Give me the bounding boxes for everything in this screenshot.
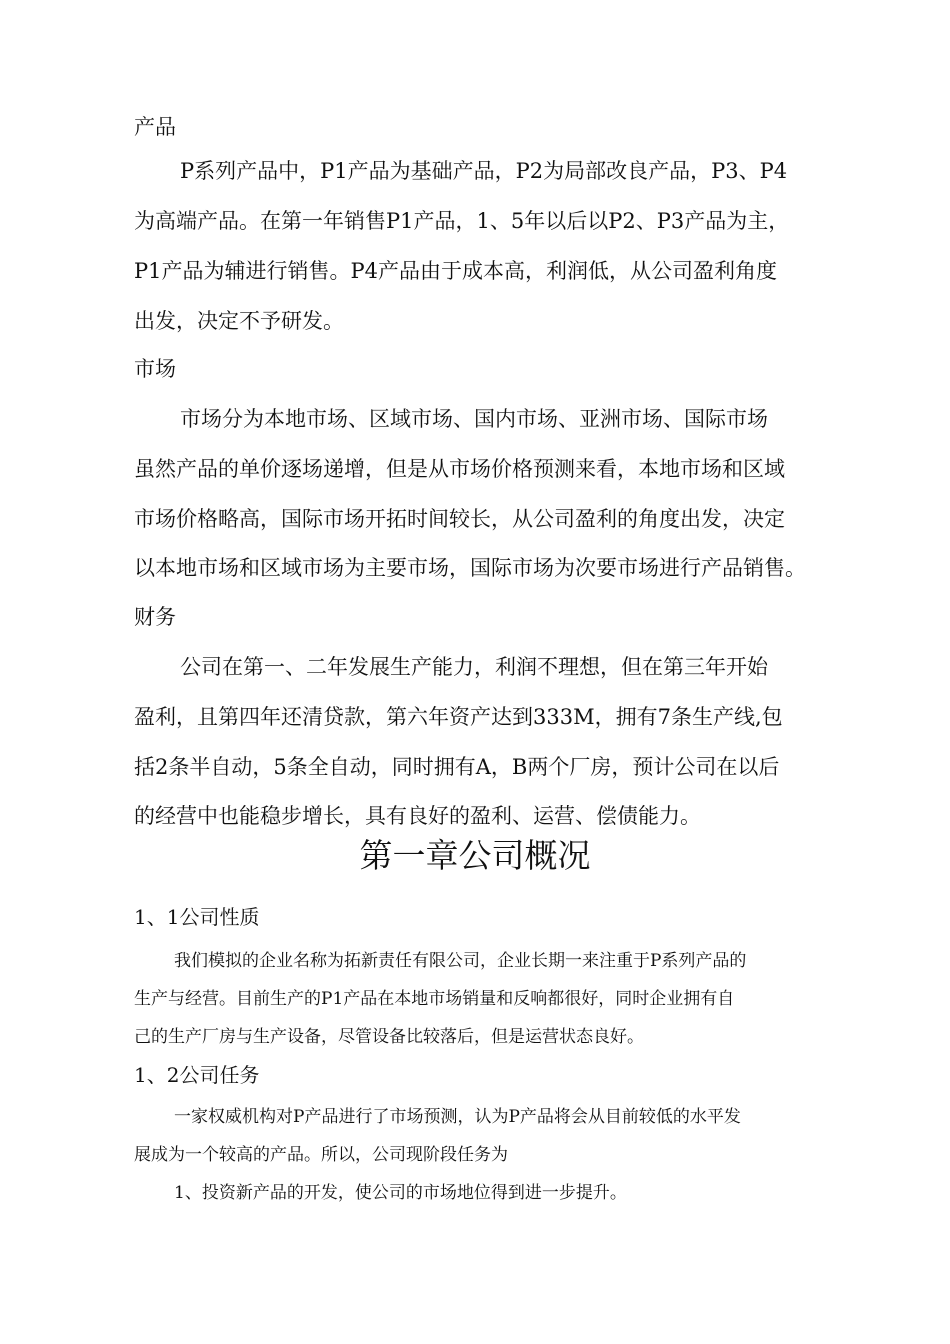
paragraph-line: 己的生产厂房与生产设备，尽管设备比较落后，但是运营状态良好。 <box>134 1027 644 1047</box>
section-heading-market: 市场 <box>134 357 176 381</box>
paragraph-line: 市场分为本地市场、区域市场、国内市场、亚洲市场、国际市场 <box>180 407 768 431</box>
paragraph-line: 的经营中也能稳步增长，具有良好的盈利、运营、偿债能力。 <box>134 804 701 828</box>
paragraph-line: 以本地市场和区域市场为主要市场，国际市场为次要市场进行产品销售。 <box>134 556 806 580</box>
paragraph-line: 1、投资新产品的开发，使公司的市场地位得到进一步提升。 <box>174 1183 627 1203</box>
paragraph-line: 虽然产品的单价逐场递增，但是从市场价格预测来看，本地市场和区域 <box>134 457 785 481</box>
section-heading-finance: 财务 <box>134 605 176 629</box>
paragraph-line: 盈利，且第四年还清贷款，第六年资产达到333M，拥有7条生产线,包 <box>134 705 783 729</box>
subsection-heading-nature: 1、1公司性质 <box>134 905 260 929</box>
section-heading-product: 产品 <box>134 115 176 139</box>
paragraph-line: P1产品为辅进行销售。P4产品由于成本高，利润低，从公司盈利角度 <box>134 259 777 283</box>
paragraph-line: 括2条半自动，5条全自动，同时拥有A，B两个厂房，预计公司在以后 <box>134 755 780 779</box>
paragraph-line: 为高端产品。在第一年销售P1产品，1、5年以后以P2、P3产品为主， <box>134 209 790 233</box>
paragraph-line: 我们模拟的企业名称为拓新责任有限公司，企业长期一来注重于P系列产品的 <box>174 951 747 971</box>
paragraph-line: 公司在第一、二年发展生产能力，利润不理想，但在第三年开始 <box>180 655 768 679</box>
subsection-heading-task: 1、2公司任务 <box>134 1063 260 1087</box>
paragraph-line: P系列产品中，P1产品为基础产品，P2为局部改良产品，P3、P4 <box>180 159 788 183</box>
paragraph-line: 一家权威机构对P产品进行了市场预测，认为P产品将会从目前较低的水平发 <box>174 1107 741 1127</box>
chapter-title: 第一章公司概况 <box>359 836 591 875</box>
paragraph-line: 出发，决定不予研发。 <box>134 309 344 333</box>
paragraph-line: 市场价格略高，国际市场开拓时间较长，从公司盈利的角度出发，决定 <box>134 507 785 531</box>
paragraph-line: 生产与经营。目前生产的P1产品在本地市场销量和反响都很好，同时企业拥有自 <box>134 989 735 1009</box>
paragraph-line: 展成为一个较高的产品。所以，公司现阶段任务为 <box>134 1145 508 1165</box>
